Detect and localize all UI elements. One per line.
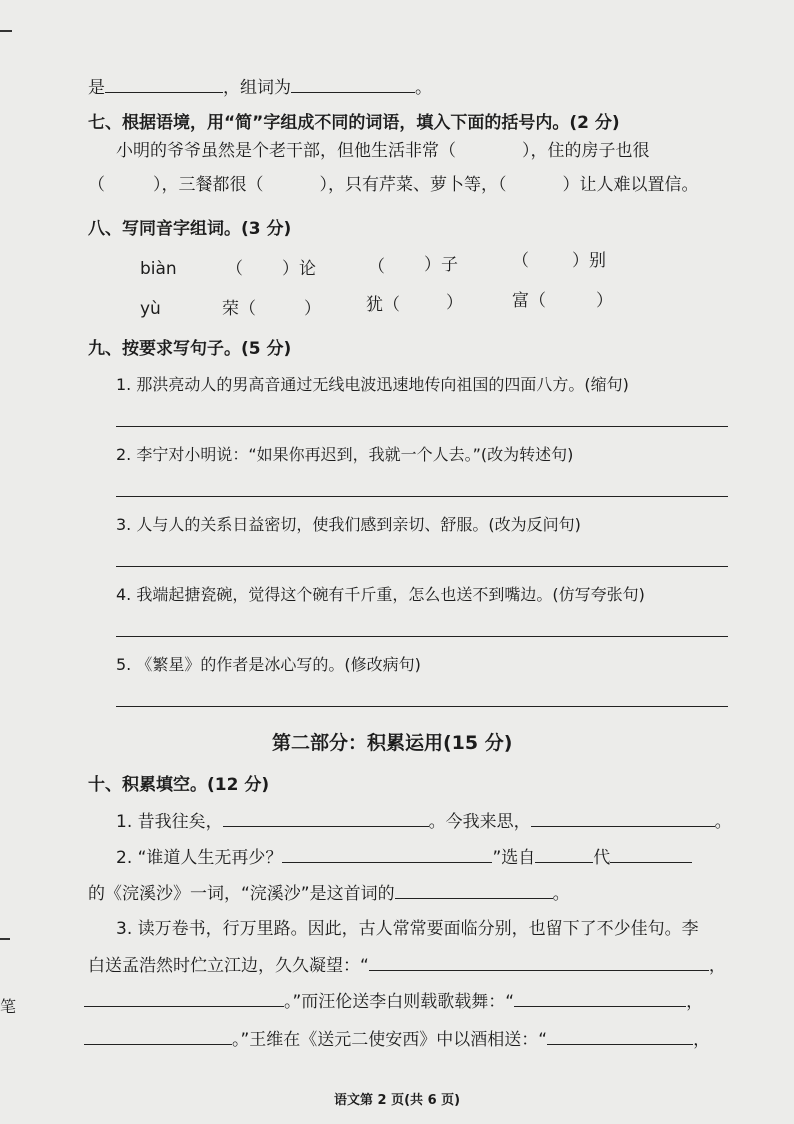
text: （: [88, 175, 105, 195]
text: ，: [693, 1030, 711, 1050]
q9-item: 3. 人与人的关系日益密切，使我们感到亲切、舒服。(改为反问句): [116, 515, 581, 534]
q10-item-3-line-4: [84, 1028, 710, 1051]
answer-blank[interactable]: [84, 990, 284, 1007]
text: ），住的房子也很: [522, 141, 650, 161]
answer-blank[interactable]: [291, 76, 415, 93]
text: 。: [415, 78, 432, 98]
q9-title: 九、按要求写句子。(5 分): [88, 339, 292, 359]
bracket-close: ）: [596, 291, 613, 311]
text: ），只有芹菜、萝卜等，（: [319, 175, 507, 195]
q9-item: 1. 那洪亮动人的男高音通过无线电波迅速地传向祖国的四面八方。(缩句): [116, 375, 629, 394]
bracket-word: 荣（: [222, 299, 256, 319]
bracket-close: ）: [304, 299, 321, 319]
bracket-word: ）论: [282, 259, 316, 279]
text: 。: [714, 812, 732, 832]
bracket-word: 犹（: [366, 295, 400, 315]
q10-item-1: [116, 810, 732, 833]
answer-blank[interactable]: [282, 846, 492, 863]
text: ，组词为: [223, 78, 291, 98]
q10-item-3-line-3: [84, 990, 703, 1013]
answer-blank[interactable]: [535, 846, 593, 863]
answer-blank[interactable]: [531, 810, 715, 827]
text: 小明的爷爷虽然是个老干部，但他生活非常（: [116, 141, 456, 161]
q9-item: 4. 我端起搪瓷碗，觉得这个碗有千斤重，怎么也送不到嘴边。(仿写夸张句): [116, 585, 645, 604]
q7-title: 七、根据语境，用“简”字组成不同的词语，填入下面的括号内。(2 分): [88, 113, 620, 133]
margin-char: 笔: [0, 997, 17, 1016]
q10-item-3-line-2: [88, 954, 726, 977]
answer-blank[interactable]: [105, 76, 223, 93]
q9-item: 2. 李宁对小明说：“如果你再迟到，我就一个人去。”(改为转述句): [116, 445, 574, 464]
text: 1. 昔我往矣，: [116, 812, 223, 832]
answer-blank[interactable]: [395, 882, 553, 899]
bracket-word: 富（: [512, 291, 546, 311]
answer-blank[interactable]: [610, 846, 692, 863]
q8-title: 八、写同音字组词。(3 分): [88, 219, 292, 239]
q10-item-2-line-2: [88, 882, 570, 905]
q10-item-3-line-1: 3. 读万卷书，行万里路。因此，古人常常要面临分别，也留下了不少佳句。李: [116, 919, 699, 939]
answer-blank[interactable]: [84, 1028, 232, 1045]
top-line: [88, 76, 432, 99]
text: ，: [686, 992, 704, 1012]
answer-line[interactable]: [116, 636, 728, 637]
bracket-open: （: [368, 257, 385, 277]
text: 代: [593, 848, 611, 868]
pinyin: biàn: [140, 259, 177, 279]
text: ）让人难以置信。: [562, 175, 699, 195]
bracket-close: ）: [446, 293, 463, 313]
scan-edge-mark: [0, 30, 12, 32]
text: 。: [552, 884, 570, 904]
text: ，: [708, 956, 726, 976]
text: 2. “谁道人生无再少？: [116, 848, 283, 868]
text: 的《浣溪沙》一词，“浣溪沙”是这首词的: [88, 884, 395, 904]
text: ”选自: [492, 848, 536, 868]
q7-line-2: [88, 174, 699, 196]
answer-line[interactable]: [116, 566, 728, 567]
answer-line[interactable]: [116, 496, 728, 497]
text: ），三餐都很（: [153, 175, 264, 195]
bracket-open: （: [512, 251, 529, 271]
bracket-word: ）子: [424, 255, 458, 275]
scan-edge-mark: [0, 938, 10, 940]
text: 是: [88, 78, 105, 98]
q9-item: 5. 《繁星》的作者是冰心写的。(修改病句): [116, 655, 421, 674]
bracket-word: ）别: [572, 251, 606, 271]
answer-line[interactable]: [116, 426, 728, 427]
bracket-open: （: [226, 259, 243, 279]
page-footer: 语文第 2 页(共 6 页): [334, 1093, 461, 1108]
part2-title: 第二部分：积累运用(15 分): [272, 732, 513, 754]
text: 白送孟浩然时伫立江边，久久凝望：“: [88, 956, 369, 976]
q10-item-2: [116, 846, 692, 869]
q7-line-1: [116, 140, 650, 162]
q10-title: 十、积累填空。(12 分): [88, 775, 270, 795]
pinyin: yù: [140, 299, 161, 319]
text: 。”王维在《送元二使安西》中以酒相送：“: [232, 1030, 548, 1050]
answer-blank[interactable]: [547, 1028, 693, 1045]
answer-line[interactable]: [116, 706, 728, 707]
answer-blank[interactable]: [223, 810, 429, 827]
answer-blank[interactable]: [369, 954, 709, 971]
answer-blank[interactable]: [514, 990, 686, 1007]
text: 。”而汪伦送李白则载歌载舞：“: [284, 992, 515, 1012]
text: 。今我来思，: [428, 812, 531, 832]
